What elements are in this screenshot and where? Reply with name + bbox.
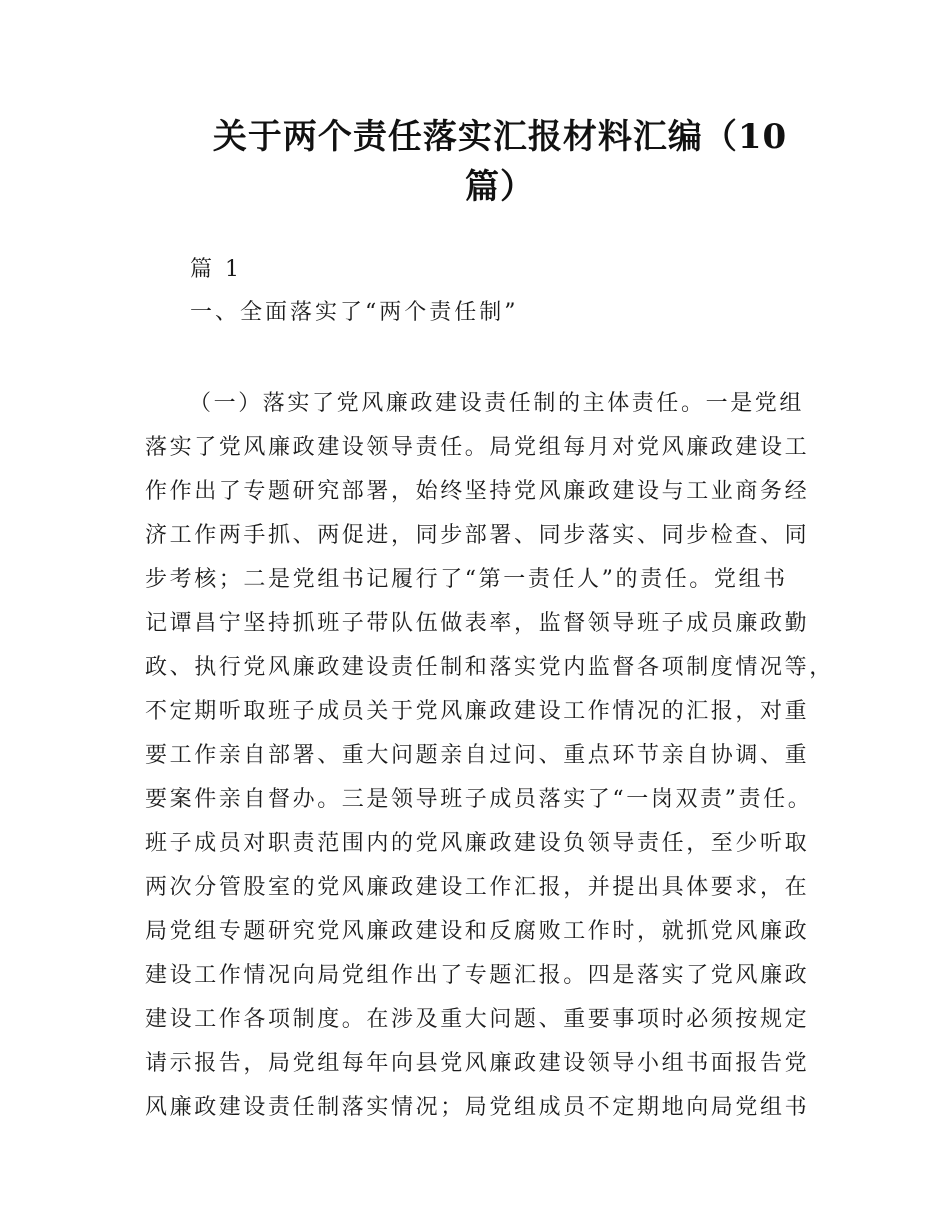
paragraph-line: 作作出了专题研究部署，始终坚持党风廉政建设与工业商务经 (145, 479, 810, 504)
title-line-1: 关于两个责任落实汇报材料汇编（10 (212, 117, 788, 157)
section-label: 篇 1 (190, 257, 242, 282)
paragraph-line: 请示报告，局党组每年向县党风廉政建设领导小组书面报告党 (145, 1051, 810, 1076)
paragraph-line: 班子成员对职责范围内的党风廉政建设负领导责任，至少听取 (145, 831, 810, 856)
paragraph-line: 政、执行党风廉政建设责任制和落实党内监督各项制度情况等， (145, 655, 834, 680)
paragraph-line: 要工作亲自部署、重大问题亲自过问、重点环节亲自协调、重 (145, 743, 810, 768)
paragraph-line: 不定期听取班子成员关于党风廉政建设工作情况的汇报，对重 (145, 699, 810, 724)
paragraph-line: 风廉政建设责任制落实情况；局党组成员不定期地向局党组书 (145, 1095, 810, 1120)
section-heading: 一、全面落实了“两个责任制” (190, 300, 519, 325)
paragraph-line: 两次分管股室的党风廉政建设工作汇报，并提出具体要求，在 (145, 875, 810, 900)
paragraph-line: 要案件亲自督办。三是领导班子成员落实了“一岗双责”责任。 (145, 787, 813, 812)
paragraph-line: 落实了党风廉政建设领导责任。局党组每月对党风廉政建设工 (145, 435, 810, 460)
paragraph-line: 建设工作情况向局党组作出了专题汇报。四是落实了党风廉政 (145, 963, 810, 988)
paragraph-line: 济工作两手抓、两促进，同步部署、同步落实、同步检查、同 (145, 523, 810, 548)
body-paragraph (145, 382, 834, 1130)
paragraph-line: 局党组专题研究党风廉政建设和反腐败工作时，就抓党风廉政 (145, 919, 810, 944)
paragraph-line: 记谭昌宁坚持抓班子带队伍做表率，监督领导班子成员廉政勤 (145, 611, 810, 636)
document-title (200, 112, 800, 212)
paragraph-line: 步考核；二是党组书记履行了“第一责任人”的责任。党组书 (145, 567, 788, 592)
title-line-2: 篇） (465, 167, 535, 207)
paragraph-line: 建设工作各项制度。在涉及重大问题、重要事项时必须按规定 (145, 1007, 810, 1032)
paragraph-line: （一）落实了党风廉政建设责任制的主体责任。一是党组 (189, 391, 805, 416)
